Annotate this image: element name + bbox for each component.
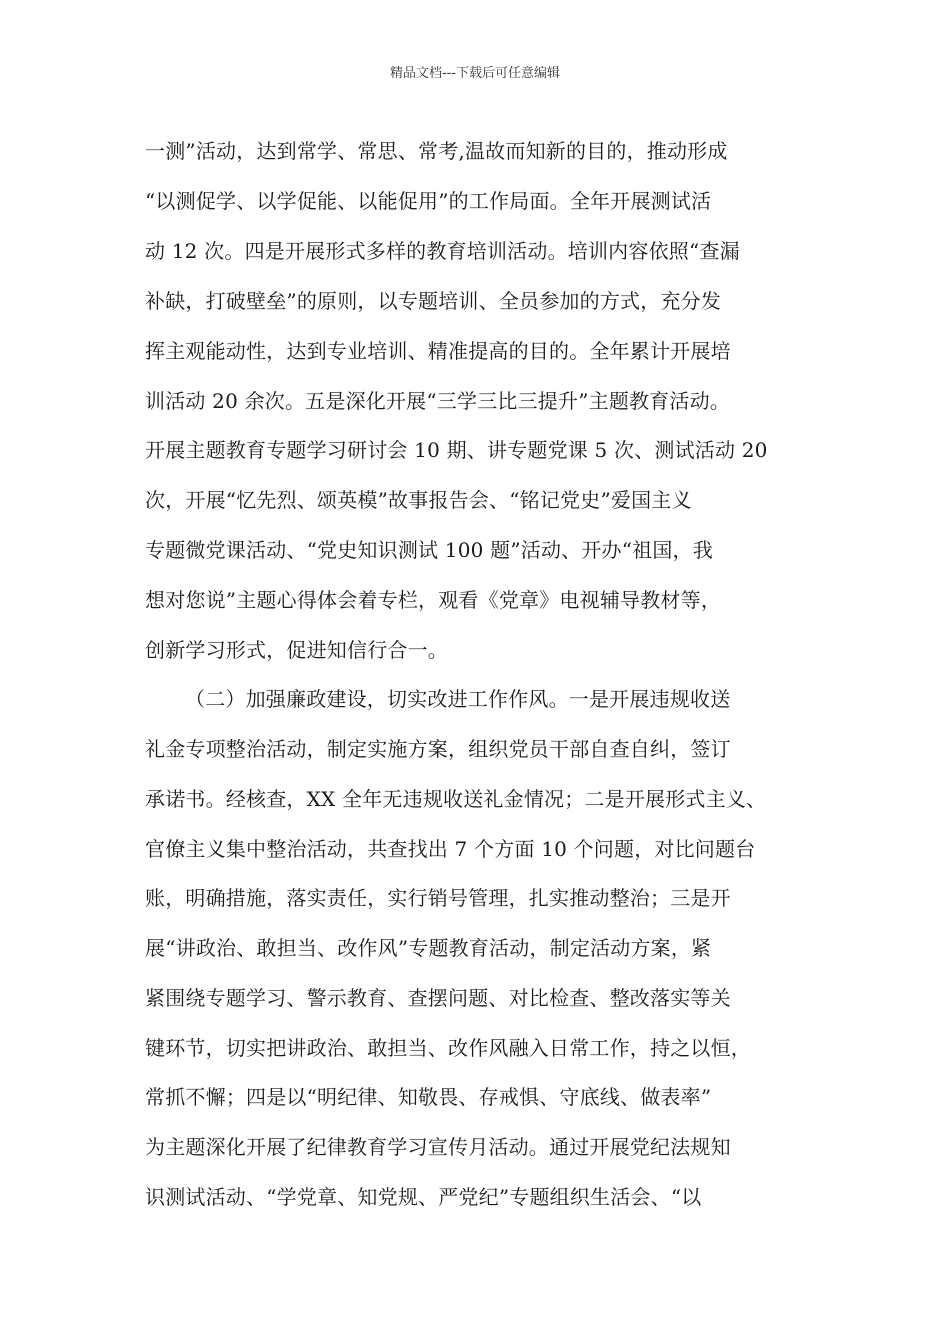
text-line: 官僚主义集中整治活动，共查找出 7 个方面 10 个问题，对比问题台	[145, 837, 756, 861]
text-line: 专题微党课活动、“党史知识测试 100 题”活动、开办“祖国，我	[145, 538, 713, 562]
text-line: 想对您说”主题心得体会着专栏，观看《党章》电视辅导教材等，	[145, 588, 722, 612]
page-header: 精品文档---下载后可任意编辑	[389, 66, 561, 81]
text-line: 为主题深化开展了纪律教育学习宣传月活动。通过开展党纪法规知	[145, 1135, 731, 1159]
text-line: 创新学习形式，促进知信行合一。	[145, 638, 448, 662]
text-line: “以测促学、以学促能、以能促用”的工作局面。全年开展测试活	[145, 189, 712, 213]
section-heading-line: （二）加强廉政建设，切实改进工作作风。一是开展违规收送	[185, 687, 731, 711]
text-line: 次，开展“忆先烈、颂英模”故事报告会、“铭记党史”爱国主义	[145, 488, 692, 512]
text-line: 常抓不懈；四是以“明纪律、知敬畏、存戒惧、守底线、做表率”	[145, 1085, 712, 1109]
text-line: 一测”活动，达到常学、常思、常考,温故而知新的目的，推动形成	[145, 139, 728, 163]
text-line: 礼金专项整治活动，制定实施方案，组织党员干部自查自纠，签订	[145, 737, 731, 761]
text-line: 训活动 20 余次。五是深化开展“三学三比三提升”主题教育活动。	[145, 389, 731, 413]
text-line: 补缺，打破壁垒”的原则，以专题培训、全员参加的方式，充分发	[145, 289, 722, 313]
text-line: 动 12 次。四是开展形式多样的教育培训活动。培训内容依照“查漏	[145, 239, 740, 263]
text-line: 开展主题教育专题学习研讨会 10 期、讲专题党课 5 次、测试活动 20	[145, 438, 768, 462]
text-line: 展“讲政治、敢担当、改作风”专题教育活动，制定活动方案，紧	[145, 936, 712, 960]
text-line: 账，明确措施，落实责任，实行销号管理，扎实推动整治；三是开	[145, 886, 731, 910]
text-line: 键环节，切实把讲政治、敢担当、改作风融入日常工作，持之以恒，	[145, 1036, 751, 1060]
text-line: 承诺书。经核查，XX 全年无违规收送礼金情况；二是开展形式主义、	[145, 787, 767, 811]
text-line: 识测试活动、“学党章、知党规、严党纪”专题组织生活会、“以	[145, 1185, 702, 1209]
text-line: 挥主观能动性，达到专业培训、精准提高的目的。全年累计开展培	[145, 339, 731, 363]
text-line: 紧围绕专题学习、警示教育、查摆问题、对比检查、整改落实等关	[145, 986, 731, 1010]
